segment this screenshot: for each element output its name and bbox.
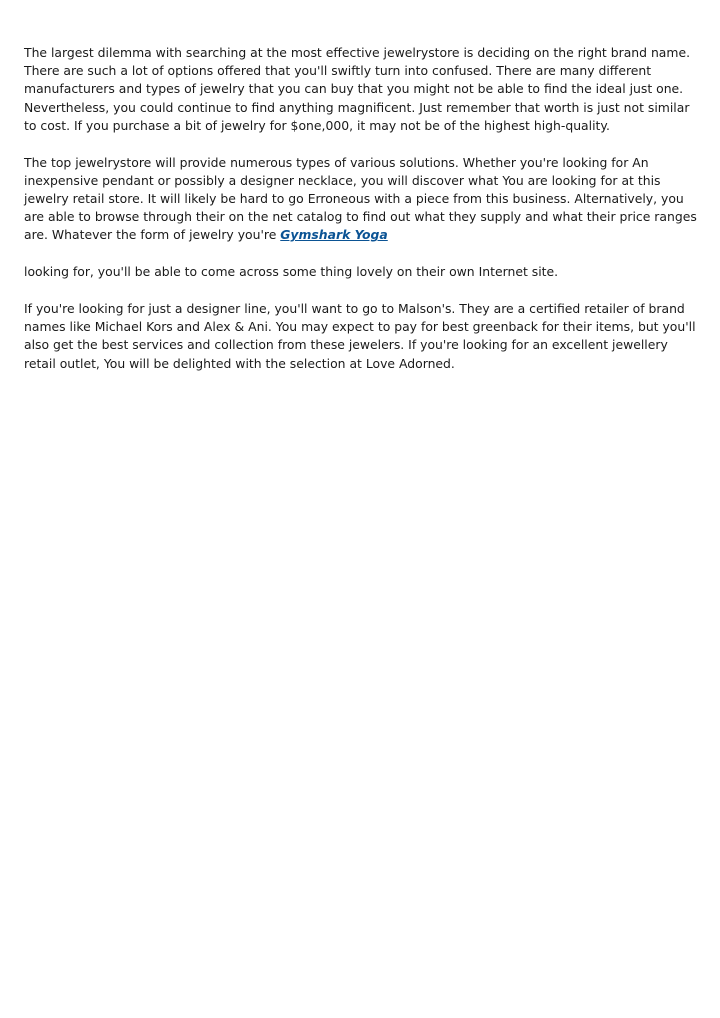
paragraph-top-jewelrystore-text: The top jewelrystore will provide numerous types of various solutions. Whether you're looking for An inexpensive pendant or possibly a designer necklace, you will discover what You are looking for at this jewelry retail store. It will likely be hard to go Erroneous with a piece from this business. Alternatively, you are able to browse through their on the net catalog to find out what they supply and what their price ranges are. Whatever the form of jewelry you're — [24, 154, 697, 243]
paragraph-intro: The largest dilemma with searching at the most effective jewelrystore is deciding on the right brand name. There are such a lot of options offered that you'll swiftly turn into confused. There are many different manufacturers and types of jewelry that you can buy that you might not be able to find the ideal just one. Nevertheless, you could continue to find anything magnificent. Just remember that worth is just not similar to cost. If you purchase a bit of jewelry for $one,000, it may not be of the highest high-quality. — [24, 45, 691, 133]
paragraph-designer-line: If you're looking for just a designer line, you'll want to go to Malson's. They are a certified retailer of brand names like Michael Kors and Alex & Ani. You may expect to pay for best greenback for their items, but you'll also get the best services and collection from these jewelers. If you're looking for an excellent jewellery retail outlet, You will be delighted with the selection at Love Adorned. — [24, 301, 696, 371]
paragraph-looking-for: looking for, you'll be able to come across some thing lovely on their own Internet site. — [24, 264, 559, 280]
paragraph-top-jewelrystore — [24, 154, 699, 245]
gymshark-yoga-link[interactable]: Gymshark Yoga — [280, 227, 388, 243]
document-body — [24, 44, 699, 391]
